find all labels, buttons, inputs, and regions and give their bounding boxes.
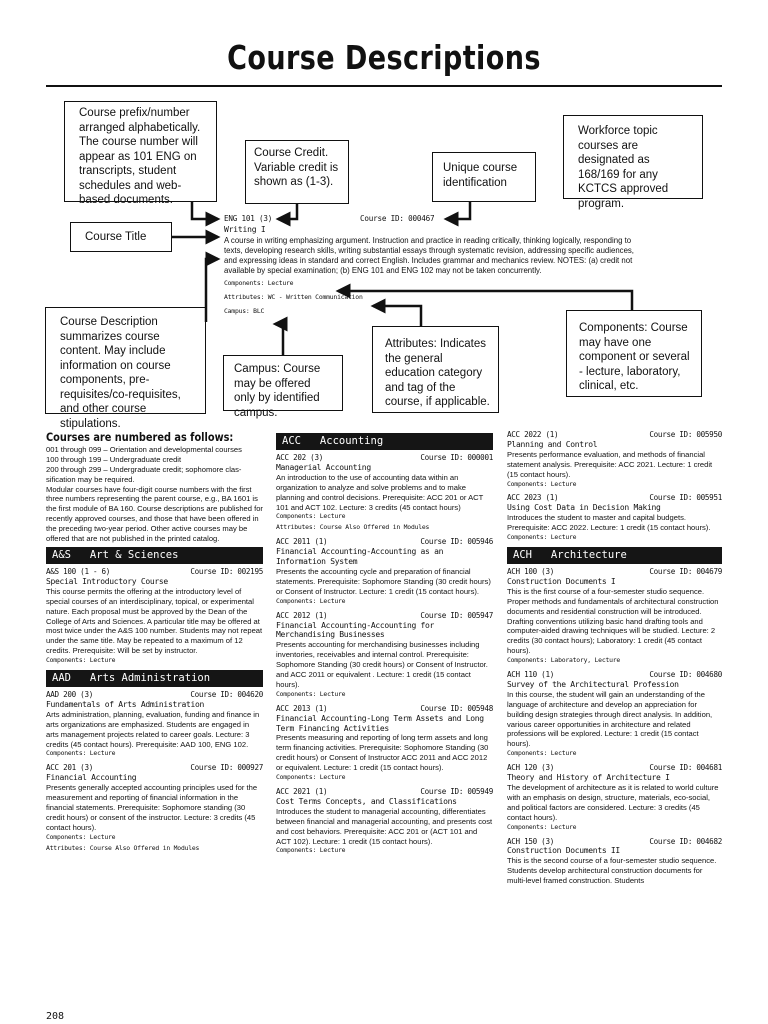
course-components: Components: Lecture bbox=[276, 512, 346, 521]
sample-course-entry bbox=[224, 214, 634, 316]
course-id: Course ID: 005946 bbox=[420, 537, 493, 547]
course-code: ACC 2021 (1) bbox=[276, 787, 328, 796]
column-1-sections bbox=[46, 547, 263, 854]
numbering-line: 001 through 099 – Orientation and developmental courses bbox=[46, 444, 242, 454]
page-number: 208 bbox=[46, 1011, 65, 1022]
course-components: Components: Lecture bbox=[507, 822, 577, 831]
course-id: Course ID: 004682 bbox=[649, 836, 722, 846]
course-title: Financial Accounting bbox=[46, 773, 137, 783]
page-title: Course Descriptions bbox=[227, 38, 541, 77]
callout-unique-id: Unique course identification bbox=[432, 152, 536, 202]
callout-course-description: Course Description summarizes course content. May include information on course components, pre-requisites/co-requisites, and other course stipulations. bbox=[45, 307, 206, 414]
course-entry bbox=[507, 837, 722, 887]
callout-campus: Campus: Course may be offered only by identified campus. bbox=[223, 355, 343, 411]
course-title: Managerial Accounting bbox=[276, 462, 371, 472]
callout-course-title: Course Title bbox=[70, 222, 172, 252]
course-description: In this course, the student will gain an understanding of the language of architecture and develop an appreciation for building design strategies through direct analysis. In addition, various career opportunities in architecture and related professions will be explored. Lecture: 1 credit (15 contact hours). bbox=[507, 689, 713, 749]
sample-course-components: Components: Lecture bbox=[224, 279, 294, 287]
numbering-line: Modular courses have four-digit course numbers with the first three numbers representing the parent course, e.g., BA 1601 is the first module of BA 160. Course descriptions are published for recently approved courses, and those that have been offered in the preceding two-year period. Other active courses may be offered that are not published in the printed catalog. bbox=[46, 484, 263, 544]
course-id: Course ID: 000927 bbox=[190, 763, 263, 773]
course-components: Components: Lecture bbox=[507, 749, 577, 758]
course-components: Components: Lecture bbox=[46, 832, 116, 841]
section-header: AAD Arts Administration bbox=[46, 670, 263, 687]
course-code: ACC 2023 (1) bbox=[507, 493, 559, 503]
course-entry bbox=[276, 537, 493, 606]
course-code: ACH 110 (1) bbox=[507, 670, 554, 680]
course-code: ACC 201 (3) bbox=[46, 763, 93, 773]
section-header: ACH Architecture bbox=[507, 547, 722, 564]
course-components: Components: Lecture bbox=[276, 846, 346, 855]
sample-course-campus: Campus: BLC bbox=[224, 307, 265, 315]
course-code: ACH 100 (3) bbox=[507, 566, 554, 576]
course-description: Presents performance evaluation, and methods of financial statement analysis. Prerequisite: ACC 2021. Lecture: 1 credit (15 contact hours). bbox=[507, 449, 713, 479]
course-entry bbox=[46, 567, 263, 666]
course-id: Course ID: 005948 bbox=[420, 703, 493, 713]
course-entry bbox=[507, 430, 722, 489]
course-description: Presents accounting for merchandising businesses including inventories, receivables and internal control. Prerequisite: Sophomore Standing (30 credit hours) or Consent of Instructor. and ACC 2011 or equivalent . Lecture: 1 credit (15 contact hours). bbox=[276, 640, 488, 689]
course-components: Components: Lecture bbox=[507, 533, 577, 542]
course-description: This is the first course of a four-semester studio sequence. Proper methods and fundamentals of architectural construction documents and residential construction will be introduced. Drafting conventions utilizing basic hand drafting tools and computer-aided drawing techniques will be studied. Lecture: 2 credits (30 contact hours); Laboratory: 1 credit (45 contact hours). bbox=[507, 586, 719, 656]
course-components: Components: Lecture bbox=[46, 656, 116, 665]
numbering-line: 200 through 299 – Undergraduate credit; sophomore clas-sification may be required. bbox=[46, 464, 242, 484]
course-entry bbox=[46, 763, 263, 853]
course-description: An introduction to the use of accounting data within an organization to analyze and solve problems and to make planning and control decisions. Prerequisite: ACC 201 or ACT 101 and ACT 102. Lecture: 3 credits (45 contact hours) bbox=[276, 472, 484, 512]
course-entry bbox=[276, 453, 493, 533]
course-components: Components: Lecture bbox=[276, 596, 346, 605]
callout-attributes: Attributes: Indicates the general education category and tag of the course, if applicable. bbox=[372, 326, 499, 413]
course-code: ACH 150 (3) bbox=[507, 836, 554, 846]
sample-course-title: Writing I bbox=[224, 225, 266, 234]
course-entry bbox=[507, 763, 722, 832]
course-description: Introduces the student to master and capital budgets. Prerequisite: ACC 2022. Lecture: 1 credit (15 contact hours). bbox=[507, 513, 711, 533]
numbering-line: 100 through 199 – Undergraduate credit bbox=[46, 454, 182, 464]
course-components: Components: Lecture bbox=[276, 773, 346, 782]
course-code: ACC 2012 (1) bbox=[276, 610, 328, 620]
course-title: Construction Documents II bbox=[507, 846, 620, 856]
course-components: Components: Lecture bbox=[276, 689, 346, 698]
course-title: Special Introductory Course bbox=[46, 576, 168, 586]
course-title: Planning and Control bbox=[507, 439, 598, 449]
callout-workforce: Workforce topic courses are designated as 168/169 for any KCTCS approved program. bbox=[563, 115, 703, 199]
course-entry bbox=[276, 787, 493, 856]
course-title: Financial Accounting-Long Term Assets and Long Term Financing Activities bbox=[276, 713, 484, 733]
course-id: Course ID: 000001 bbox=[420, 453, 493, 462]
course-id: Course ID: 005947 bbox=[420, 610, 493, 620]
course-description: This course permits the offering at the introductory level of special courses of an interdisciplinary, topical, or experimental nature. Each proposal must be approved by the Dean of the College of Arts and Sciences. A particular title may be offered at most twice under the A&S 100 number. Students may not repeat under the same title. May be repeated to a maximum of 12 credits. Prerequisite: Will be set by instructor. bbox=[46, 586, 263, 656]
course-description: Arts administration, planning, evaluation, funding and finance in arts organizations are emphasized. Students are engaged in arts management projects related to career goals. Lecture: 3 credits (45 contact hours). Prerequisite: AAD 100, ENG 102. bbox=[46, 709, 260, 749]
course-title: Theory and History of Architecture I bbox=[507, 773, 670, 783]
course-id: Course ID: 004681 bbox=[649, 763, 722, 773]
course-code: ACC 2013 (1) bbox=[276, 703, 328, 713]
sample-course-description: A course in writing emphasizing argument. Instruction and practice in reading critically, thinking logically, responding to texts, developing research skills, writing substantial essays through systematic revision, addressing specific audiences, and expressing ideas in standard and correct English. Includes grammar and mechanics review. NOTES: (a) credit not available by special examination; (b) ENG 101 and ENG 102 may not be taken concurrently. bbox=[224, 236, 634, 275]
course-code: ACC 2022 (1) bbox=[507, 430, 559, 439]
course-title: Financial Accounting-Accounting for Merchandising Businesses bbox=[276, 620, 435, 640]
sample-course-id: Course ID: 000467 bbox=[360, 214, 435, 223]
title-divider bbox=[46, 85, 722, 87]
column-1 bbox=[46, 430, 263, 858]
course-id: Course ID: 002195 bbox=[190, 566, 263, 576]
course-id: Course ID: 005951 bbox=[649, 493, 722, 503]
course-title: Fundamentals of Arts Administration bbox=[46, 699, 205, 709]
section-header: ACC Accounting bbox=[276, 433, 493, 450]
sample-course-code: ENG 101 (3) bbox=[224, 214, 273, 223]
course-id: Course ID: 004680 bbox=[649, 670, 722, 680]
callout-course-prefix: Course prefix/number arranged alphabetically. The course number will appear as 101 ENG on transcripts, student schedules and web-based documents. bbox=[64, 101, 217, 202]
course-attributes: Attributes: Course Also Offered in Modules bbox=[276, 523, 430, 532]
course-id: Course ID: 004620 bbox=[190, 690, 263, 700]
course-code: AAD 200 (3) bbox=[46, 690, 93, 700]
sample-course-attributes: Attributes: WC - Written Communication bbox=[224, 293, 363, 301]
course-title: Cost Terms Concepts, and Classifications bbox=[276, 796, 457, 806]
column-2 bbox=[276, 430, 493, 860]
callout-course-credit: Course Credit. Variable credit is shown as (1-3). bbox=[245, 140, 349, 204]
course-description: This is the second course of a four-semester studio sequence. Students develop architectural construction documents for multi-level framed construction. Students bbox=[507, 856, 717, 886]
course-description: Presents the accounting cycle and preparation of financial statements. Prerequisite: Sophomore Standing (30 credit hours) or Consent of Instructor. Lecture: 1 credit (15 contact hours). bbox=[276, 566, 491, 596]
course-attributes: Attributes: Course Also Offered in Modules bbox=[46, 843, 200, 852]
course-code: A&S 100 (1 - 6) bbox=[46, 566, 111, 576]
course-entry bbox=[276, 611, 493, 700]
course-title: Using Cost Data in Decision Making bbox=[507, 503, 661, 513]
course-description: Presents measuring and reporting of long term assets and long term financing activities. Prerequisite: Sophomore Standing (30 credit hours) or Consent of Instructor ACC 2011 and ACC 2012 or equivalent. Lecture: 1 credit (15 contact hours). bbox=[276, 733, 489, 773]
course-description: Introduces the student to managerial accounting, differentiates between financial and managerial accounting, and presents cost and cost behaviors. Prerequisite: ACC 201 or (ACT 101 and ACT 102). Lecture: 1 credit (15 contact hours). bbox=[276, 806, 493, 846]
course-id: Course ID: 005949 bbox=[420, 787, 493, 796]
course-title: Financial Accounting-Accounting as an Information System bbox=[276, 547, 444, 567]
course-title: Construction Documents I bbox=[507, 576, 616, 586]
course-description: The development of architecture as it is related to world culture with an emphasis on design, structure, materials, eco-social, and political factors are considered. Lecture: 3 credits (45 contact hours). bbox=[507, 783, 719, 822]
course-id: Course ID: 005950 bbox=[649, 430, 722, 439]
column-2-sections bbox=[276, 433, 493, 856]
section-header: A&S Art & Sciences bbox=[46, 547, 263, 564]
course-code: ACC 202 (3) bbox=[276, 453, 323, 462]
course-components: Components: Lecture bbox=[507, 479, 577, 488]
course-entry bbox=[507, 493, 722, 543]
column-3-sections bbox=[507, 430, 722, 886]
course-description: Presents generally accepted accounting principles used for the measurement and reporting of financial information in the financial statements. Prerequisite: Sophomore standing (30 credit hours) or consent of the instructor. Lecture: 3 credits (45 contact hours). bbox=[46, 783, 258, 832]
course-components: Components: Laboratory, Lecture bbox=[507, 656, 621, 665]
course-entry bbox=[46, 690, 263, 759]
course-entry bbox=[276, 704, 493, 783]
course-components: Components: Lecture bbox=[46, 749, 116, 758]
course-entry bbox=[507, 670, 722, 759]
column-3 bbox=[507, 430, 722, 886]
course-title: Survey of the Architectural Profession bbox=[507, 679, 679, 689]
callout-components: Components: Course may have one component or several - lecture, laboratory, clinical, etc. bbox=[566, 310, 702, 397]
course-code: ACH 120 (3) bbox=[507, 763, 554, 773]
course-code: ACC 2011 (1) bbox=[276, 537, 328, 547]
numbering-heading: Courses are numbered as follows: bbox=[46, 430, 234, 444]
course-entry bbox=[507, 567, 722, 666]
course-id: Course ID: 004679 bbox=[649, 566, 722, 576]
